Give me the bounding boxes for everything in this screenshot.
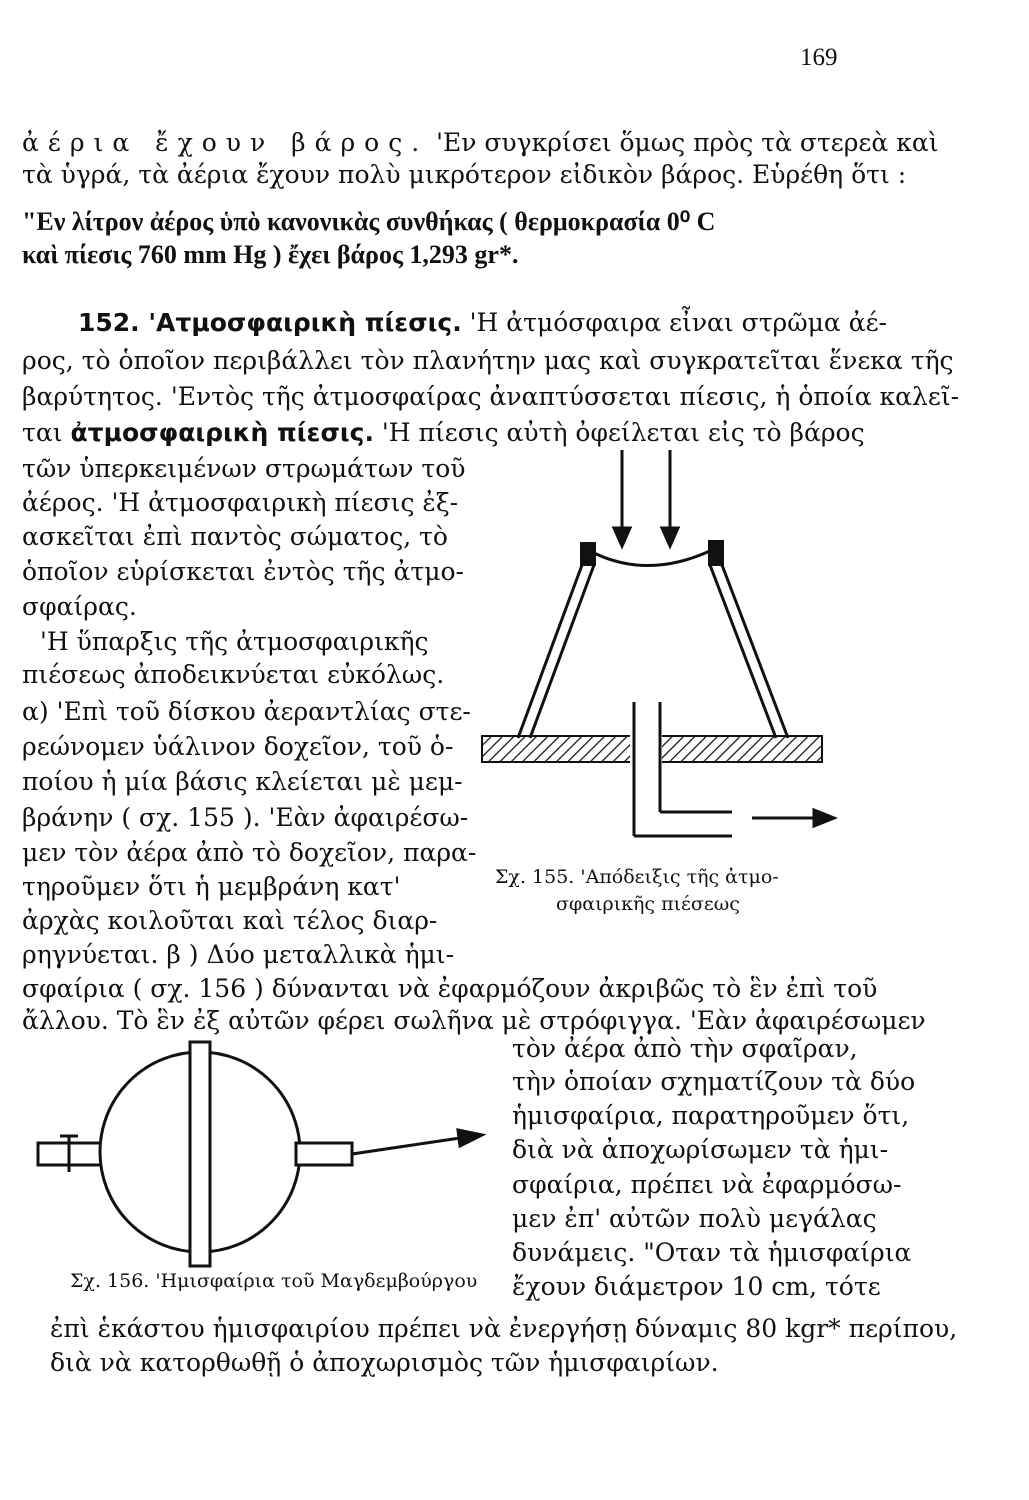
figure-156-caption: Σχ. 156. 'Ημισφαίρια τοῦ Μαγδεμβούργου (70, 1270, 478, 1292)
text-line: ἀρχὰς κοιλοῦται καὶ τέλος διαρ- (22, 906, 438, 935)
exhaust-pipe (634, 702, 732, 836)
right-pipe (296, 1143, 352, 1165)
exhaust-arrow (752, 810, 834, 826)
text-line: σφαίρας. (22, 592, 137, 621)
text-line: ἐπὶ ἑκάστου ἡμισφαιρίου πρέπει νὰ ἐνεργήσῃ δύναμις 80 kgr* περίπου, (50, 1314, 958, 1343)
text-line: ἀέρια ἔχουν βάρος. 'Εν συγκρίσει ὅμως πρὸς τὰ στερεὰ καὶ (22, 128, 939, 157)
text-line: βράνην ( σχ. 155 ). 'Εὰν ἀφαιρέσω- (22, 803, 469, 832)
text-line: ἄλλου. Τὸ ἓν ἐξ αὐτῶν φέρει σωλῆνα μὲ στρόφιγγα. 'Εὰν ἀφαιρέσωμεν (22, 1006, 926, 1035)
text-line: βαρύτητος. 'Εντὸς τῆς ἀτμοσφαίρας ἀναπτύσσεται πίεσις, ἡ ὁποία καλεῖ- (22, 382, 960, 411)
text-line: τὰ ὑγρά, τὰ ἀέρια ἔχουν πολὺ μικρότερον εἰδικὸν βάρος. Εὑρέθη ὅτι : (22, 160, 907, 189)
text-line: μεν ἐπ' αὐτῶν πολὺ μεγάλας (512, 1204, 877, 1233)
text-line: ὁποῖον εὑρίσκεται ἐντὸς τῆς ἀτμο- (22, 557, 464, 586)
text-line: α) 'Επὶ τοῦ δίσκου ἀεραντλίας στε- (22, 697, 471, 726)
text-line: ἡμισφαίρια, παρατηροῦμεν ὅτι, (512, 1101, 910, 1130)
section-line: 152. 'Ατμοσφαιρικὴ πίεσις. 'Η ἀτμόσφαιρα εἶναι στρῶμα ἀέ- (78, 308, 887, 337)
text-line: ρος, τὸ ὁποῖον περιβάλλει τὸν πλανήτην μας καὶ συγκρατεῖται ἕνεκα τῆς (22, 346, 954, 375)
figure-155-caption: Σχ. 155. 'Απόδειξις τῆς ἀτμο- (495, 866, 779, 888)
text-line: 'Η ὕπαρξις τῆς ἀτμοσφαιρικῆς (40, 627, 429, 656)
section-heading: 152. 'Ατμοσφαιρικὴ πίεσις. (78, 308, 462, 337)
text-line: πιέσεως ἀποδεικνύεται εὐκόλως. (22, 660, 445, 689)
text-line: τηροῦμεν ὅτι ἡ μεμβράνη κατ' (22, 872, 401, 901)
text-line: ασκεῖται ἐπὶ παντὸς σώματος, τὸ (22, 522, 448, 551)
text-line: ἔχουν διάμετρον 10 cm, τότε (512, 1272, 881, 1301)
text-line: τὸν ἀέρα ἀπὸ τὴν σφαῖραν, (512, 1034, 858, 1063)
text-line: ρεώνομεν ὑάλινον δοχεῖον, τοῦ ὁ- (22, 732, 454, 761)
text-line: μεν τὸν ἀέρα ἀπὸ τὸ δοχεῖον, παρα- (22, 838, 477, 867)
joint-flange (190, 1042, 210, 1266)
down-arrows (614, 450, 678, 546)
text-line: σφαίρια ( σχ. 156 ) δύνανται νὰ ἐφαρμόζουν ἀκριβῶς τὸ ἓν ἐπὶ τοῦ (22, 974, 878, 1003)
text-line: διὰ νὰ ἀποχωρίσωμεν τὰ ἡμι- (512, 1135, 889, 1164)
text-line: τὴν ὁποίαν σχηματίζουν τὰ δύο (512, 1067, 916, 1096)
membrane (592, 550, 712, 566)
bold-definition-line: καὶ πίεσις 760 mm Hg ) ἔχει βάρος 1,293 gr*. (22, 240, 519, 269)
text-line: ται ἀτμοσφαιρικὴ πίεσις. 'Η πίεσις αὐτὴ ὀφείλεται εἰς τὸ βάρος (22, 418, 865, 447)
text-line: δυνάμεις. "Οταν τὰ ἡμισφαίρια (512, 1238, 912, 1267)
bold-definition-line: "Εν λίτρον ἀέρος ὑπὸ κανονικὰς συνθήκας ( θερμοκρασία 0⁰ C (22, 207, 716, 236)
figure-156-diagram (20, 1040, 500, 1280)
figure-155-diagram (470, 440, 840, 860)
text-line: ἀέρος. 'Η ἀτμοσφαιρικὴ πίεσις ἐξ- (22, 488, 459, 517)
text-line: σφαίρια, πρέπει νὰ ἐφαρμόσω- (512, 1170, 902, 1199)
figure-155-caption: σφαιρικῆς πιέσεως (556, 893, 740, 915)
bell-jar-walls (518, 565, 788, 738)
text-line: ποίου ἡ μία βάσις κλείεται μὲ μεμ- (22, 767, 463, 796)
pull-arrow (352, 1130, 482, 1154)
bold-term: ἀτμοσφαιρικὴ πίεσις. (70, 418, 374, 447)
text-line: διὰ νὰ κατορθωθῇ ὁ ἀποχωρισμὸς τῶν ἡμισφαιρίων. (50, 1348, 719, 1377)
spaced-phrase: ἀέρια ἔχουν βάρος. (22, 128, 429, 157)
text-line: τῶν ὑπερκειμένων στρωμάτων τοῦ (22, 454, 466, 483)
text-line: ρηγνύεται. β ) Δύο μεταλλικὰ ἡμι- (22, 940, 455, 969)
left-stopcock-pipe (38, 1143, 104, 1165)
page-number: 169 (800, 44, 838, 71)
